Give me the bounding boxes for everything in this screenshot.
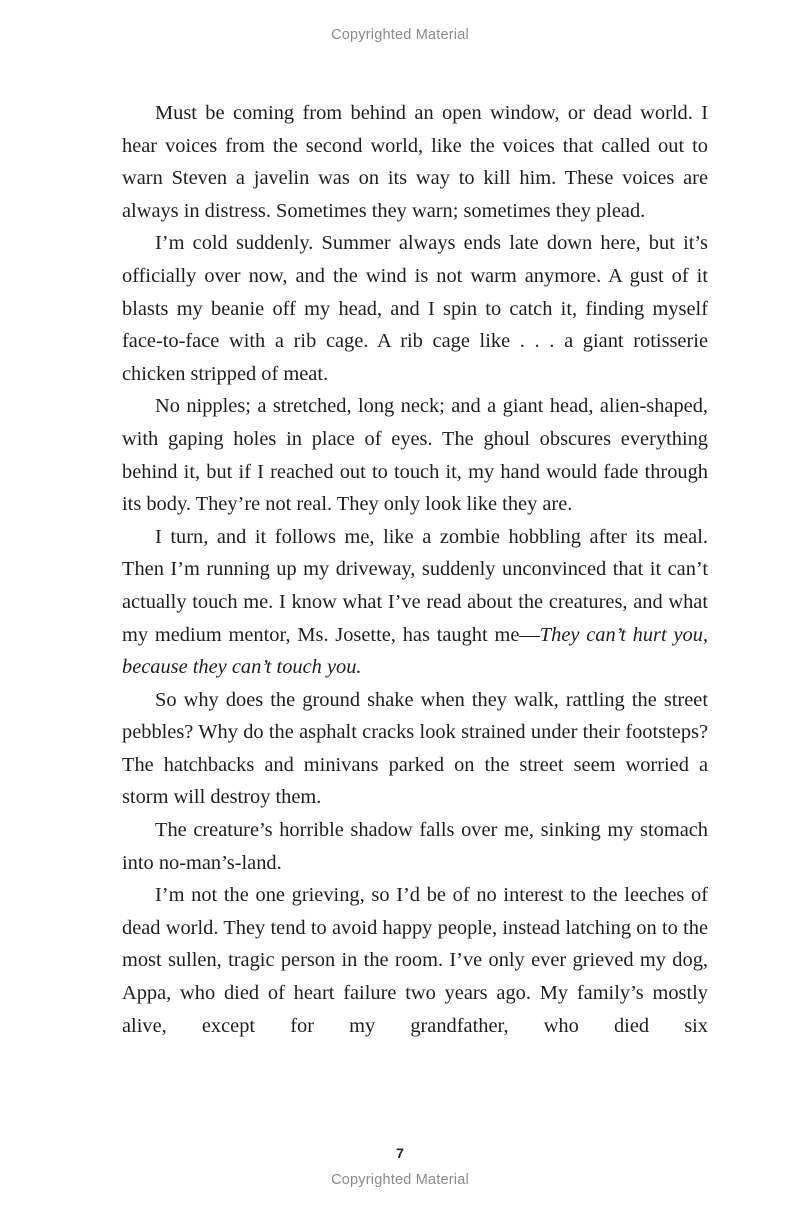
header-copyright-notice: Copyrighted Material: [331, 27, 469, 43]
paragraph-4-text: I turn, and it follows me, like a zombie hobbling after its meal. Then I’m running up my driveway, suddenly unconvinced that it can’t actually touch me. I know what I’ve read about the creatures, and what my medium mentor, Ms. Josette, has taught me—: [122, 525, 708, 646]
page-number: 7: [396, 1145, 404, 1161]
paragraph-4: [122, 521, 708, 684]
paragraph-1: Must be coming from behind an open window, or dead world. I hear voices from the second world, like the voices that called out to warn Steven a javelin was on its way to kill him. These voices are always in distress. Sometimes they warn; sometimes they plead.: [122, 102, 708, 222]
paragraph-6: The creature’s horrible shadow falls over me, sinking my stomach into no-man’s-land.: [122, 819, 708, 874]
paragraph-2: I’m cold suddenly. Summer always ends late down here, but it’s officially over now, and the wind is not warm anymore. A gust of it blasts my beanie off my head, and I spin to catch it, finding myself face-to-face with a rib cage. A rib cage like . . . a giant rotisserie chicken stripped of meat.: [122, 232, 708, 385]
paragraph-3: No nipples; a stretched, long neck; and a giant head, alien-shaped, with gaping holes in place of eyes. The ghoul obscures everything behind it, but if I reached out to touch it, my hand would fade through its body. They’re not real. They only look like they are.: [122, 395, 708, 516]
footer-copyright-notice: Copyrighted Material: [331, 1172, 469, 1188]
paragraph-5: So why does the ground shake when they walk, rattling the street pebbles? Why do the asphalt cracks look strained under their footsteps? The hatchbacks and minivans parked on the street seem worried a storm will destroy them.: [122, 688, 708, 809]
paragraph-4-italic-text: They can’t hurt you, because they can’t touch you.: [122, 623, 708, 679]
body-text: [122, 97, 708, 1042]
paragraph-7: I’m not the one grieving, so I’d be of no interest to the leeches of dead world. They tend to avoid happy people, instead latching on to the most sullen, tragic person in the room. I’ve only ever grieved my dog, Appa, who died of heart failure two years ago. My family’s mostly alive, except for my grandfather, who died six: [122, 884, 708, 1037]
